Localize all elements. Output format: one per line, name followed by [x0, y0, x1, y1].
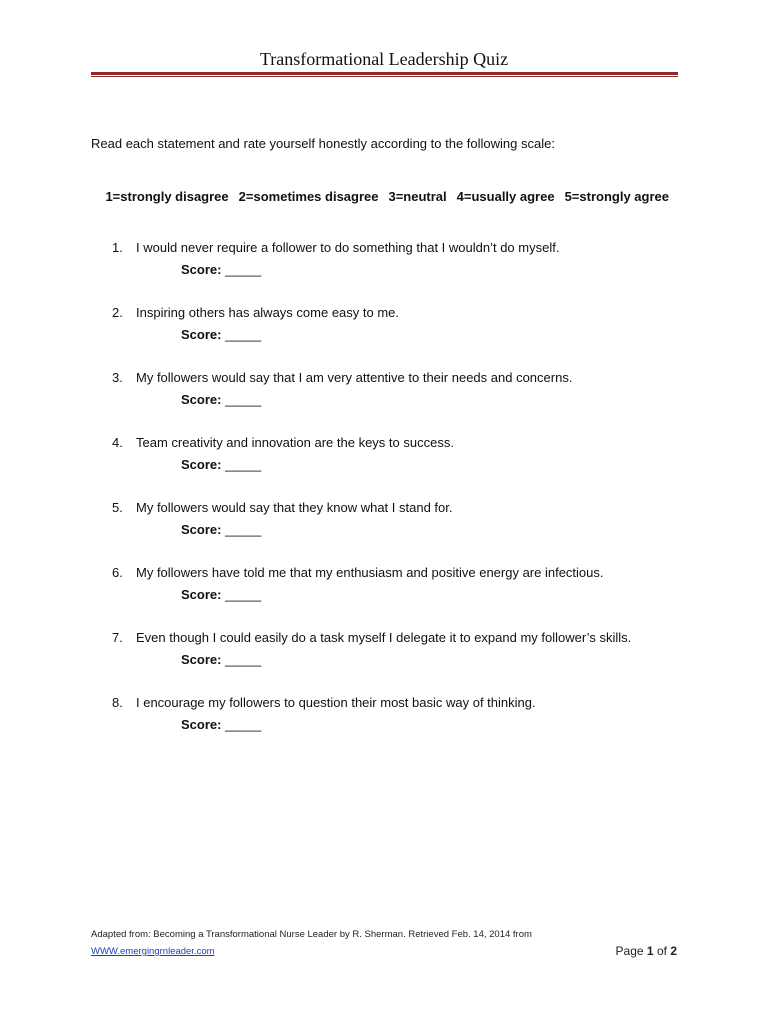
- title-divider-thin: [91, 76, 678, 77]
- question-number: 8.: [112, 695, 123, 710]
- title-divider-thick: [91, 72, 678, 75]
- score-field[interactable]: [181, 261, 261, 279]
- question-text: Team creativity and innovation are the keys to success.: [136, 435, 454, 450]
- question-number: 2.: [112, 305, 123, 320]
- question-text: My followers would say that I am very attentive to their needs and concerns.: [136, 370, 573, 385]
- question-item: [0, 434, 768, 499]
- score-blank: _____: [225, 392, 262, 407]
- question-text: Inspiring others has always come easy to me.: [136, 305, 400, 320]
- scale-item: 1=strongly disagree: [105, 189, 229, 204]
- score-blank: _____: [225, 717, 262, 732]
- question-list: [0, 239, 768, 759]
- score-field[interactable]: [181, 586, 261, 604]
- score-label: Score:: [181, 587, 222, 602]
- question-text: Even though I could easily do a task myself I delegate it to expand my follower’s skills.: [136, 630, 632, 645]
- score-field[interactable]: [181, 716, 261, 734]
- scale-item: 2=sometimes disagree: [238, 189, 379, 204]
- question-item: [0, 304, 768, 369]
- question-item: [0, 629, 768, 694]
- footer-source-note: Adapted from: Becoming a Transformational Nurse Leader by R. Sherman. Retrieved Feb. 14, 2014 from: [91, 929, 532, 940]
- score-field[interactable]: [181, 391, 261, 409]
- score-label: Score:: [181, 262, 222, 277]
- scale-item: 4=usually agree: [456, 189, 555, 204]
- score-field[interactable]: [181, 521, 261, 539]
- question-item: [0, 499, 768, 564]
- score-label: Score:: [181, 392, 222, 407]
- question-text: My followers would say that they know what I stand for.: [136, 500, 453, 515]
- question-item: [0, 239, 768, 304]
- page-label: Page: [615, 944, 644, 958]
- score-label: Score:: [181, 717, 222, 732]
- question-text: My followers have told me that my enthusiasm and positive energy are infectious.: [136, 565, 604, 580]
- score-blank: _____: [225, 327, 262, 342]
- score-blank: _____: [225, 587, 262, 602]
- question-item: [0, 564, 768, 629]
- score-blank: _____: [225, 262, 262, 277]
- score-blank: _____: [225, 457, 262, 472]
- instructions-text: Read each statement and rate yourself honestly according to the following scale:: [91, 136, 555, 151]
- page-number: [616, 943, 677, 959]
- score-label: Score:: [181, 522, 222, 537]
- question-number: 6.: [112, 565, 123, 580]
- footer-source-link[interactable]: WWW.emergingrnleader.com: [91, 946, 215, 957]
- page-title: Transformational Leadership Quiz: [259, 49, 509, 69]
- question-number: 1.: [112, 240, 123, 255]
- question-number: 3.: [112, 370, 123, 385]
- rating-scale: [91, 170, 679, 224]
- question-number: 7.: [112, 630, 123, 645]
- score-label: Score:: [181, 327, 222, 342]
- question-text: I encourage my followers to question their most basic way of thinking.: [136, 695, 536, 710]
- question-item: [0, 694, 768, 759]
- score-blank: _____: [225, 522, 262, 537]
- score-label: Score:: [181, 652, 222, 667]
- scale-item: 5=strongly agree: [564, 189, 669, 204]
- score-field[interactable]: [181, 651, 261, 669]
- score-label: Score:: [181, 457, 222, 472]
- question-number: 5.: [112, 500, 123, 515]
- score-field[interactable]: [181, 326, 261, 344]
- scale-item: 3=neutral: [388, 189, 447, 204]
- page-total: 2: [670, 944, 677, 958]
- question-item: [0, 369, 768, 434]
- question-number: 4.: [112, 435, 123, 450]
- score-field[interactable]: [181, 456, 261, 474]
- page-of: of: [656, 944, 667, 958]
- score-blank: _____: [225, 652, 262, 667]
- question-text: I would never require a follower to do something that I wouldn’t do myself.: [136, 240, 560, 255]
- page-current: 1: [646, 944, 654, 958]
